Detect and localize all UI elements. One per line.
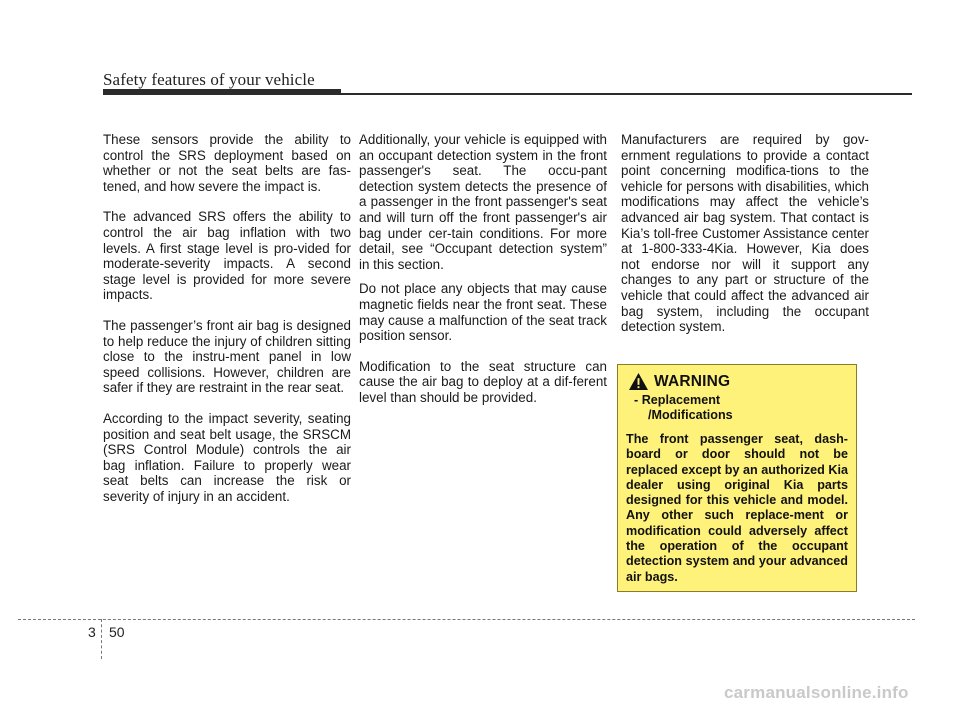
paragraph-advanced-srs: The advanced SRS offers the ability to control the air bag inflation with two levels. A first stage level is pro-vided for moderate-severity impacts. A second stage level is provided for more severe impacts. — [103, 209, 351, 303]
footer-dashed-rule — [18, 619, 915, 620]
footer-dashed-divider — [101, 619, 102, 659]
paragraph-magnetic-fields: Do not place any objects that may cause magnetic fields near the front seat. These may cause a malfunction of the seat track position sensor. — [359, 281, 607, 344]
paragraph-impact-severity: According to the impact severity, seating position and seat belt usage, the SRSCM (SRS Control Module) controls the air bag inflation. Failure to properly wear seat belts can increase the risk or severity of injury in an accident. — [103, 410, 351, 504]
column-left — [103, 132, 351, 519]
warning-subtitle — [634, 393, 733, 423]
paragraph-sensors: These sensors provide the ability to control the SRS deployment based on whether or not the seat belts are fas-tened, and how severe the impact is. — [103, 132, 351, 194]
paragraph-occupant-detection: Additionally, your vehicle is equipped with an occupant detection system in the front passenger's seat. The occu-pant detection system detects the presence of a passenger in the front passenger's seat and will turn off the front passenger's air bag under cer-tain conditions. For more detail, see “Occupant detection system” in this section. — [359, 132, 607, 272]
header-rule-thick — [103, 89, 341, 95]
warning-box — [617, 364, 857, 592]
page-header-title: Safety features of your vehicle — [103, 70, 315, 89]
column-right — [621, 132, 869, 350]
warning-header — [628, 372, 730, 391]
warning-subtitle-line2: /Modifications — [648, 408, 733, 422]
chapter-number: 3 — [88, 624, 96, 640]
paragraph-passenger-airbag: The passenger’s front air bag is designed to help reduce the injury of children sitting close to the instru-ment panel in low speed collisions. However, children are safer if they are restraint in the rear seat. — [103, 317, 351, 396]
column-middle — [359, 132, 607, 421]
warning-body-text: The front passenger seat, dash-board or door should not be replaced except by an authorized Kia dealer using original Kia parts designed for this vehicle and model. Any other such replace-ment or modification could adversely affect the operation of the occupant detection system and your advanced air bags. — [626, 432, 848, 584]
warning-subtitle-line1: - Replacement — [634, 393, 721, 407]
header-rule-thin — [341, 93, 912, 95]
warning-triangle-icon — [628, 372, 649, 391]
page-number: 50 — [109, 624, 125, 640]
watermark-text: carmanualsonline.info — [724, 683, 909, 702]
warning-title: WARNING — [654, 372, 731, 390]
paragraph-manufacturers: Manufacturers are required by gov-ernment regulations to provide a contact point concerning modifica-tions to the vehicle for persons with disabilities, which modifications may affect the vehicle’s advanced air bag system. That contact is Kia’s toll-free Customer Assistance center at 1-800-333-4Kia. However, Kia does not endorse nor will it support any changes to any part or structure of the vehicle that could affect the advanced air bag system, including the occupant detection system. — [621, 132, 869, 335]
paragraph-seat-modification: Modification to the seat structure can cause the air bag to deploy at a dif-ferent level than should be provided. — [359, 358, 607, 405]
